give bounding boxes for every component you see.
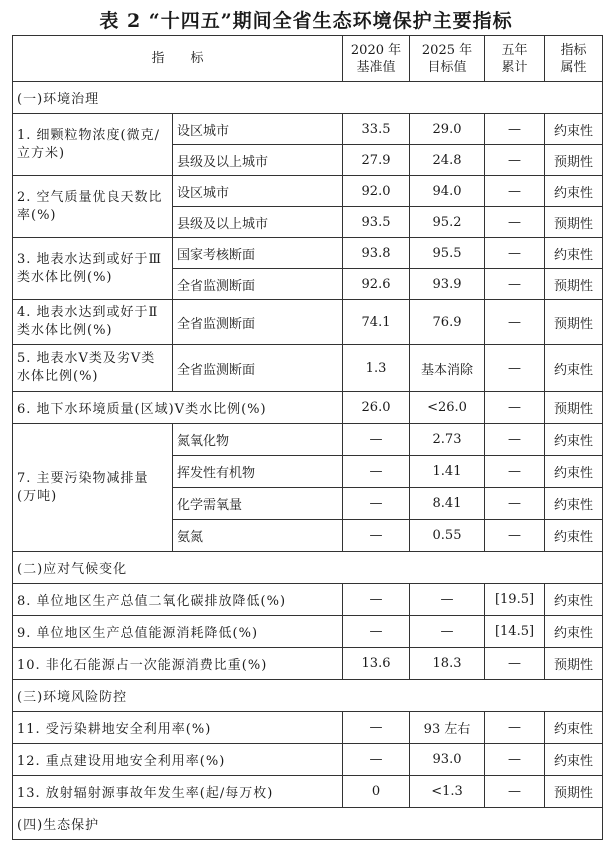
target-value: 93.0 bbox=[410, 744, 485, 776]
target-value: 24.8 bbox=[410, 145, 485, 176]
section-row bbox=[13, 680, 603, 712]
base-value: 1.3 bbox=[343, 345, 410, 392]
section-row bbox=[13, 82, 603, 114]
table-row bbox=[13, 584, 603, 616]
base-value: 92.6 bbox=[343, 269, 410, 300]
indicator-name: 4. 地表水达到或好于Ⅱ类水体比例(%) bbox=[13, 300, 173, 345]
base-value: 74.1 bbox=[343, 300, 410, 345]
base-value: — bbox=[343, 616, 410, 648]
base-value: — bbox=[343, 744, 410, 776]
indicator-name: 3. 地表水达到或好于Ⅲ类水体比例(%) bbox=[13, 238, 173, 300]
cumulative-value: — bbox=[485, 744, 545, 776]
target-value: — bbox=[410, 616, 485, 648]
cumulative-value: [19.5] bbox=[485, 584, 545, 616]
header-base: 2020 年 基准值 bbox=[343, 36, 410, 82]
cumulative-value: — bbox=[485, 520, 545, 552]
cumulative-value: — bbox=[485, 269, 545, 300]
cumulative-value: — bbox=[485, 648, 545, 680]
cumulative-value: — bbox=[485, 207, 545, 238]
attribute-value: 约束性 bbox=[545, 176, 603, 207]
section-row bbox=[13, 808, 603, 840]
indicator-name: 8. 单位地区生产总值二氧化碳排放降低(%) bbox=[13, 584, 343, 616]
attribute-value: 预期性 bbox=[545, 269, 603, 300]
sub-indicator: 设区城市 bbox=[173, 176, 343, 207]
target-value: <26.0 bbox=[410, 392, 485, 424]
sub-indicator: 全省监测断面 bbox=[173, 300, 343, 345]
attribute-value: 约束性 bbox=[545, 424, 603, 456]
indicator-name: 1. 细颗粒物浓度(微克/立方米) bbox=[13, 114, 173, 176]
cumulative-value: — bbox=[485, 300, 545, 345]
header-cumulative: 五年 累计 bbox=[485, 36, 545, 82]
table-title: 表 2 “十四五”期间全省生态环境保护主要指标 bbox=[99, 10, 513, 32]
cumulative-value: [14.5] bbox=[485, 616, 545, 648]
sub-indicator: 氮氧化物 bbox=[173, 424, 343, 456]
target-value: 1.41 bbox=[410, 456, 485, 488]
cumulative-value: — bbox=[485, 456, 545, 488]
indicator-name: 10. 非化石能源占一次能源消费比重(%) bbox=[13, 648, 343, 680]
target-value: 95.2 bbox=[410, 207, 485, 238]
target-value: <1.3 bbox=[410, 776, 485, 808]
cumulative-value: — bbox=[485, 176, 545, 207]
table-row bbox=[13, 648, 603, 680]
base-value: — bbox=[343, 488, 410, 520]
indicator-table bbox=[12, 35, 603, 840]
table-row bbox=[13, 114, 603, 145]
attribute-value: 约束性 bbox=[545, 114, 603, 145]
cumulative-value: — bbox=[485, 145, 545, 176]
table-row bbox=[13, 424, 603, 456]
indicator-name: 13. 放射辐射源事故年发生率(起/每万枚) bbox=[13, 776, 343, 808]
section-title: (二)应对气候变化 bbox=[13, 552, 603, 584]
attribute-value: 预期性 bbox=[545, 392, 603, 424]
target-value: 93 左右 bbox=[410, 712, 485, 744]
header-attribute: 指标 属性 bbox=[545, 36, 603, 82]
base-value: — bbox=[343, 584, 410, 616]
target-value: — bbox=[410, 584, 485, 616]
cumulative-value: — bbox=[485, 488, 545, 520]
target-value: 76.9 bbox=[410, 300, 485, 345]
base-value: — bbox=[343, 712, 410, 744]
table-row bbox=[13, 616, 603, 648]
table-row bbox=[13, 176, 603, 207]
target-value: 95.5 bbox=[410, 238, 485, 269]
table-row bbox=[13, 712, 603, 744]
cumulative-value: — bbox=[485, 776, 545, 808]
table-row bbox=[13, 744, 603, 776]
attribute-value: 约束性 bbox=[545, 584, 603, 616]
attribute-value: 预期性 bbox=[545, 776, 603, 808]
attribute-value: 约束性 bbox=[545, 712, 603, 744]
base-value: 13.6 bbox=[343, 648, 410, 680]
target-value: 94.0 bbox=[410, 176, 485, 207]
attribute-value: 约束性 bbox=[545, 520, 603, 552]
target-value: 29.0 bbox=[410, 114, 485, 145]
base-value: 93.8 bbox=[343, 238, 410, 269]
table-row bbox=[13, 776, 603, 808]
sub-indicator: 化学需氧量 bbox=[173, 488, 343, 520]
attribute-value: 约束性 bbox=[545, 616, 603, 648]
target-value: 93.9 bbox=[410, 269, 485, 300]
base-value: 26.0 bbox=[343, 392, 410, 424]
base-value: 92.0 bbox=[343, 176, 410, 207]
indicator-name: 12. 重点建设用地安全利用率(%) bbox=[13, 744, 343, 776]
sub-indicator: 氨氮 bbox=[173, 520, 343, 552]
sub-indicator: 全省监测断面 bbox=[173, 269, 343, 300]
table-row bbox=[13, 238, 603, 269]
header-target: 2025 年 目标值 bbox=[410, 36, 485, 82]
attribute-value: 预期性 bbox=[545, 145, 603, 176]
target-value: 18.3 bbox=[410, 648, 485, 680]
attribute-value: 预期性 bbox=[545, 648, 603, 680]
target-value: 2.73 bbox=[410, 424, 485, 456]
base-value: 93.5 bbox=[343, 207, 410, 238]
cumulative-value: — bbox=[485, 424, 545, 456]
cumulative-value: — bbox=[485, 114, 545, 145]
section-title: (三)环境风险防控 bbox=[13, 680, 603, 712]
cumulative-value: — bbox=[485, 345, 545, 392]
indicator-name: 9. 单位地区生产总值能源消耗降低(%) bbox=[13, 616, 343, 648]
base-value: — bbox=[343, 456, 410, 488]
header-row bbox=[13, 36, 603, 82]
attribute-value: 预期性 bbox=[545, 300, 603, 345]
sub-indicator: 挥发性有机物 bbox=[173, 456, 343, 488]
section-title: (一)环境治理 bbox=[13, 82, 603, 114]
header-indicator: 指 标 bbox=[13, 36, 343, 82]
attribute-value: 约束性 bbox=[545, 456, 603, 488]
section-title: (四)生态保护 bbox=[13, 808, 603, 840]
sub-indicator: 国家考核断面 bbox=[173, 238, 343, 269]
cumulative-value: — bbox=[485, 392, 545, 424]
indicator-name: 6. 地下水环境质量(区域)Ⅴ类水比例(%) bbox=[13, 392, 343, 424]
attribute-value: 约束性 bbox=[545, 488, 603, 520]
sub-indicator: 全省监测断面 bbox=[173, 345, 343, 392]
indicator-name: 5. 地表水Ⅴ类及劣Ⅴ类水体比例(%) bbox=[13, 345, 173, 392]
base-value: — bbox=[343, 424, 410, 456]
target-value: 基本消除 bbox=[410, 345, 485, 392]
cumulative-value: — bbox=[485, 238, 545, 269]
sub-indicator: 设区城市 bbox=[173, 114, 343, 145]
base-value: 33.5 bbox=[343, 114, 410, 145]
cumulative-value: — bbox=[485, 712, 545, 744]
indicator-name: 2. 空气质量优良天数比率(%) bbox=[13, 176, 173, 238]
target-value: 8.41 bbox=[410, 488, 485, 520]
indicator-name: 7. 主要污染物减排量(万吨) bbox=[13, 424, 173, 552]
attribute-value: 预期性 bbox=[545, 207, 603, 238]
attribute-value: 约束性 bbox=[545, 744, 603, 776]
target-value: 0.55 bbox=[410, 520, 485, 552]
sub-indicator: 县级及以上城市 bbox=[173, 145, 343, 176]
section-row bbox=[13, 552, 603, 584]
sub-indicator: 县级及以上城市 bbox=[173, 207, 343, 238]
attribute-value: 约束性 bbox=[545, 345, 603, 392]
table-row bbox=[13, 300, 603, 345]
table-row bbox=[13, 392, 603, 424]
attribute-value: 约束性 bbox=[545, 238, 603, 269]
base-value: 0 bbox=[343, 776, 410, 808]
indicator-name: 11. 受污染耕地安全利用率(%) bbox=[13, 712, 343, 744]
base-value: 27.9 bbox=[343, 145, 410, 176]
base-value: — bbox=[343, 520, 410, 552]
table-row bbox=[13, 345, 603, 392]
